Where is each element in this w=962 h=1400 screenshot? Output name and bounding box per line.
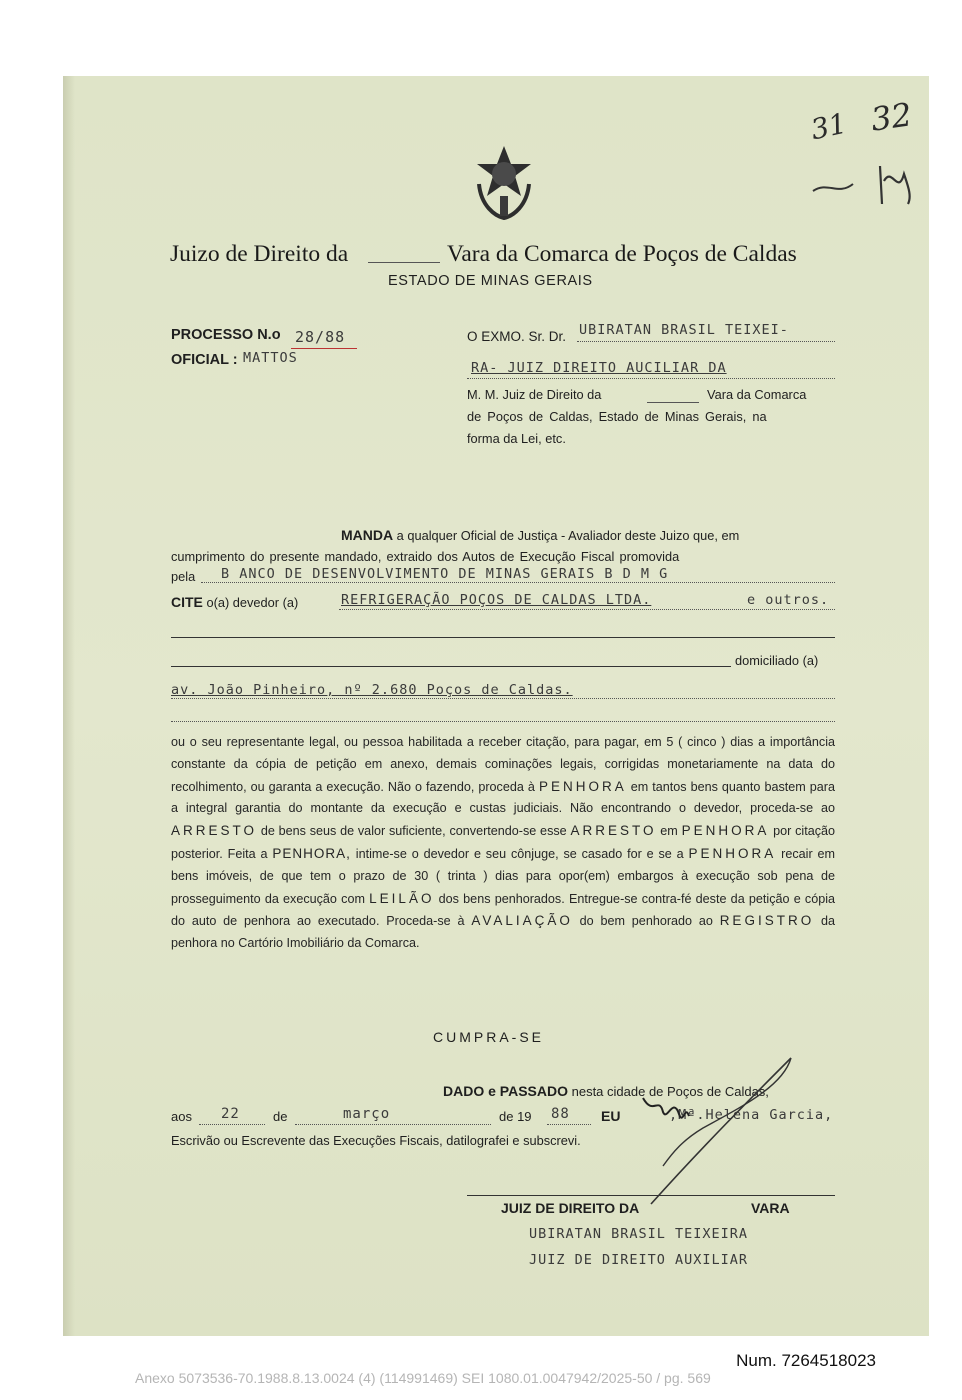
pela-label: pela: [171, 569, 196, 584]
addressee-line1-rule: [577, 341, 835, 342]
body-p4: intime-se o devedor e seu cônjuge, se casado for e se a: [355, 846, 684, 861]
address-rule-2: [171, 721, 835, 722]
addressee-line2-rule: [467, 378, 835, 379]
addressee-prefix: O EXMO. Sr. Dr.: [467, 329, 567, 344]
de-label: de: [273, 1109, 288, 1124]
judge-role: JUIZ DE DIREITO AUXILIAR: [529, 1252, 749, 1268]
keyword-leilao: LEILÃO: [369, 890, 435, 906]
body-p5: Entregue-se contra-fé deste da petição e cópia do auto de penhora ao executado. Proceda-se à: [171, 891, 836, 929]
address-rule: [171, 698, 835, 699]
keyword-penhora: PENHORA: [538, 778, 627, 794]
sheet-number-old: 31: [807, 106, 850, 147]
body-p1: ou o seu representante legal, ou pessoa habilitada a receber citação, para pagar, em 5 ( cinco ) dias a importância constante da cópia de petição em anexo, demais cominações legais, corrigidas monetariamente na data do recolhimento, ou garanta a execução. Não o fazendo, proceda à: [171, 735, 835, 794]
addressee-line4: de Poços de Caldas, Estado de Minas Gerais, na: [467, 409, 767, 424]
court-title-left: Juizo de Direito da: [170, 241, 349, 267]
judge-title-left: JUIZ DE DIREITO DA: [501, 1200, 640, 1216]
scribe-line: Escrivão ou Escrevente das Execuções Fiscais, datilografei e subscrevi.: [171, 1133, 581, 1148]
debtor-name: REFRIGERAÇÃO POÇOS DE CALDAS LTDA.: [341, 592, 652, 608]
court-title-right: Vara da Comarca de Poços de Caldas: [447, 241, 797, 267]
creditor-name: B ANCO DE DESENVOLVIMENTO DE MINAS GERAIS B D M G: [221, 566, 669, 582]
process-number: 28/88: [295, 328, 346, 346]
body-p5c: da penhora no Cartório Imobiliário da Comarca.: [171, 914, 836, 951]
manda-word: MANDA: [341, 527, 394, 543]
year-rule: [547, 1124, 591, 1125]
date-month: março: [343, 1106, 391, 1122]
addressee-name-line2: RA- JUIZ DIREITO AUCILIAR DA: [471, 360, 727, 376]
document-sheet: [63, 76, 929, 1336]
judge-title-right: VARA: [751, 1200, 790, 1216]
process-label: PROCESSO N.o: [171, 327, 281, 343]
debtor-address: av. João Pinheiro, nº 2.680 Poços de Caldas.: [171, 682, 573, 698]
process-number-underline: [291, 348, 357, 349]
month-rule: [295, 1124, 491, 1125]
officer-label: OFICIAL :: [171, 352, 238, 368]
mandate-body: [171, 732, 835, 955]
cite-label-text: o(a) devedor (a): [206, 595, 299, 610]
coat-of-arms-emblem: [471, 144, 537, 222]
debtor-rule: [339, 609, 835, 610]
body-p3c: por citação posterior. Feita a: [171, 824, 836, 861]
keyword-arresto: ARRESTO: [171, 823, 258, 839]
mandate-line1: [341, 527, 739, 543]
sheet-number-new: 32: [868, 95, 915, 139]
addressee-line3-left: M. M. Juiz de Direito da: [467, 387, 602, 402]
body-p2: em tantos bens quanto bastem para a integral garantia do montante da execução e custas judiciais. Não encontrando o devedor, proceda-se ao: [171, 779, 835, 816]
state-subtitle: ESTADO DE MINAS GERAIS: [388, 273, 593, 289]
keyword-registro: REGISTRO: [719, 913, 815, 929]
body-p4b: recair em bens imóveis, de que tem o prazo de 30 ( trinta ) dias para opor(em) embargos à execução sob pena de prosseguimento da execução com: [171, 846, 836, 906]
officer-name: MATTOS: [243, 350, 298, 366]
rubric-mark: [808, 126, 918, 206]
blank-line-2: [171, 666, 731, 667]
body-p5b: do bem penhorado ao: [579, 914, 713, 929]
keyword-arresto-2: ARRESTO: [570, 823, 657, 839]
annex-reference: Anexo 5073536-70.1988.8.13.0024 (4) (114991469) SEI 1080.01.0047942/2025-50 / pg. 569: [135, 1370, 711, 1386]
cite-label: [171, 594, 298, 610]
eu-label: EU: [601, 1108, 621, 1124]
mandate-line1-text: a qualquer Oficial de Justiça - Avaliador deste Juizo que, em: [396, 528, 740, 543]
body-p3b: em: [660, 824, 678, 839]
creditor-rule: [201, 582, 835, 583]
de19-label: de 19: [499, 1109, 532, 1124]
signature-rule: [467, 1195, 835, 1196]
domicile-label: domiciliado (a): [735, 653, 819, 668]
date-year: 88: [551, 1106, 570, 1122]
keyword-avaliacao: AVALIAÇÃO: [471, 913, 573, 929]
aos-label: aos: [171, 1109, 192, 1124]
blank-line-1: [171, 637, 835, 638]
addressee-line5: forma da Lei, etc.: [467, 431, 566, 446]
keyword-penhora-3: PENHORA,: [272, 845, 351, 861]
cite-word: CITE: [171, 594, 203, 610]
dado-passado-rest: nesta cidade de Poços de Caldas,: [571, 1084, 769, 1099]
body-p4c: dos bens penhorados.: [438, 891, 565, 906]
mandate-line2: cumprimento do presente mandado, extraido dos Autos de Execução Fiscal promovida: [171, 549, 680, 564]
dado-passado-bold: DADO e PASSADO: [443, 1083, 568, 1099]
addressee-name-line1: UBIRATAN BRASIL TEIXEI-: [579, 322, 789, 338]
keyword-penhora-4: PENHORA: [688, 845, 777, 861]
body-p3: de bens seus de valor suficiente, convertendo-se esse: [260, 824, 567, 839]
document-number: Num. 7264518023: [736, 1351, 876, 1370]
addressee-vara-blank: [647, 402, 699, 403]
cumpra-se: CUMPRA-SE: [433, 1029, 545, 1045]
day-rule: [199, 1124, 265, 1125]
date-day: 22: [221, 1106, 240, 1122]
scribe-name: ,Mª.Helena Garcia,: [669, 1107, 834, 1123]
debtor-extra: e outros.: [747, 592, 830, 608]
court-number-line: [368, 262, 440, 263]
judge-name: UBIRATAN BRASIL TEIXEIRA: [529, 1226, 749, 1242]
addressee-line3-right: Vara da Comarca: [707, 387, 807, 402]
paper-edge: [63, 76, 75, 1336]
keyword-penhora-2: PENHORA: [681, 823, 770, 839]
handwritten-signature: [633, 1056, 803, 1206]
